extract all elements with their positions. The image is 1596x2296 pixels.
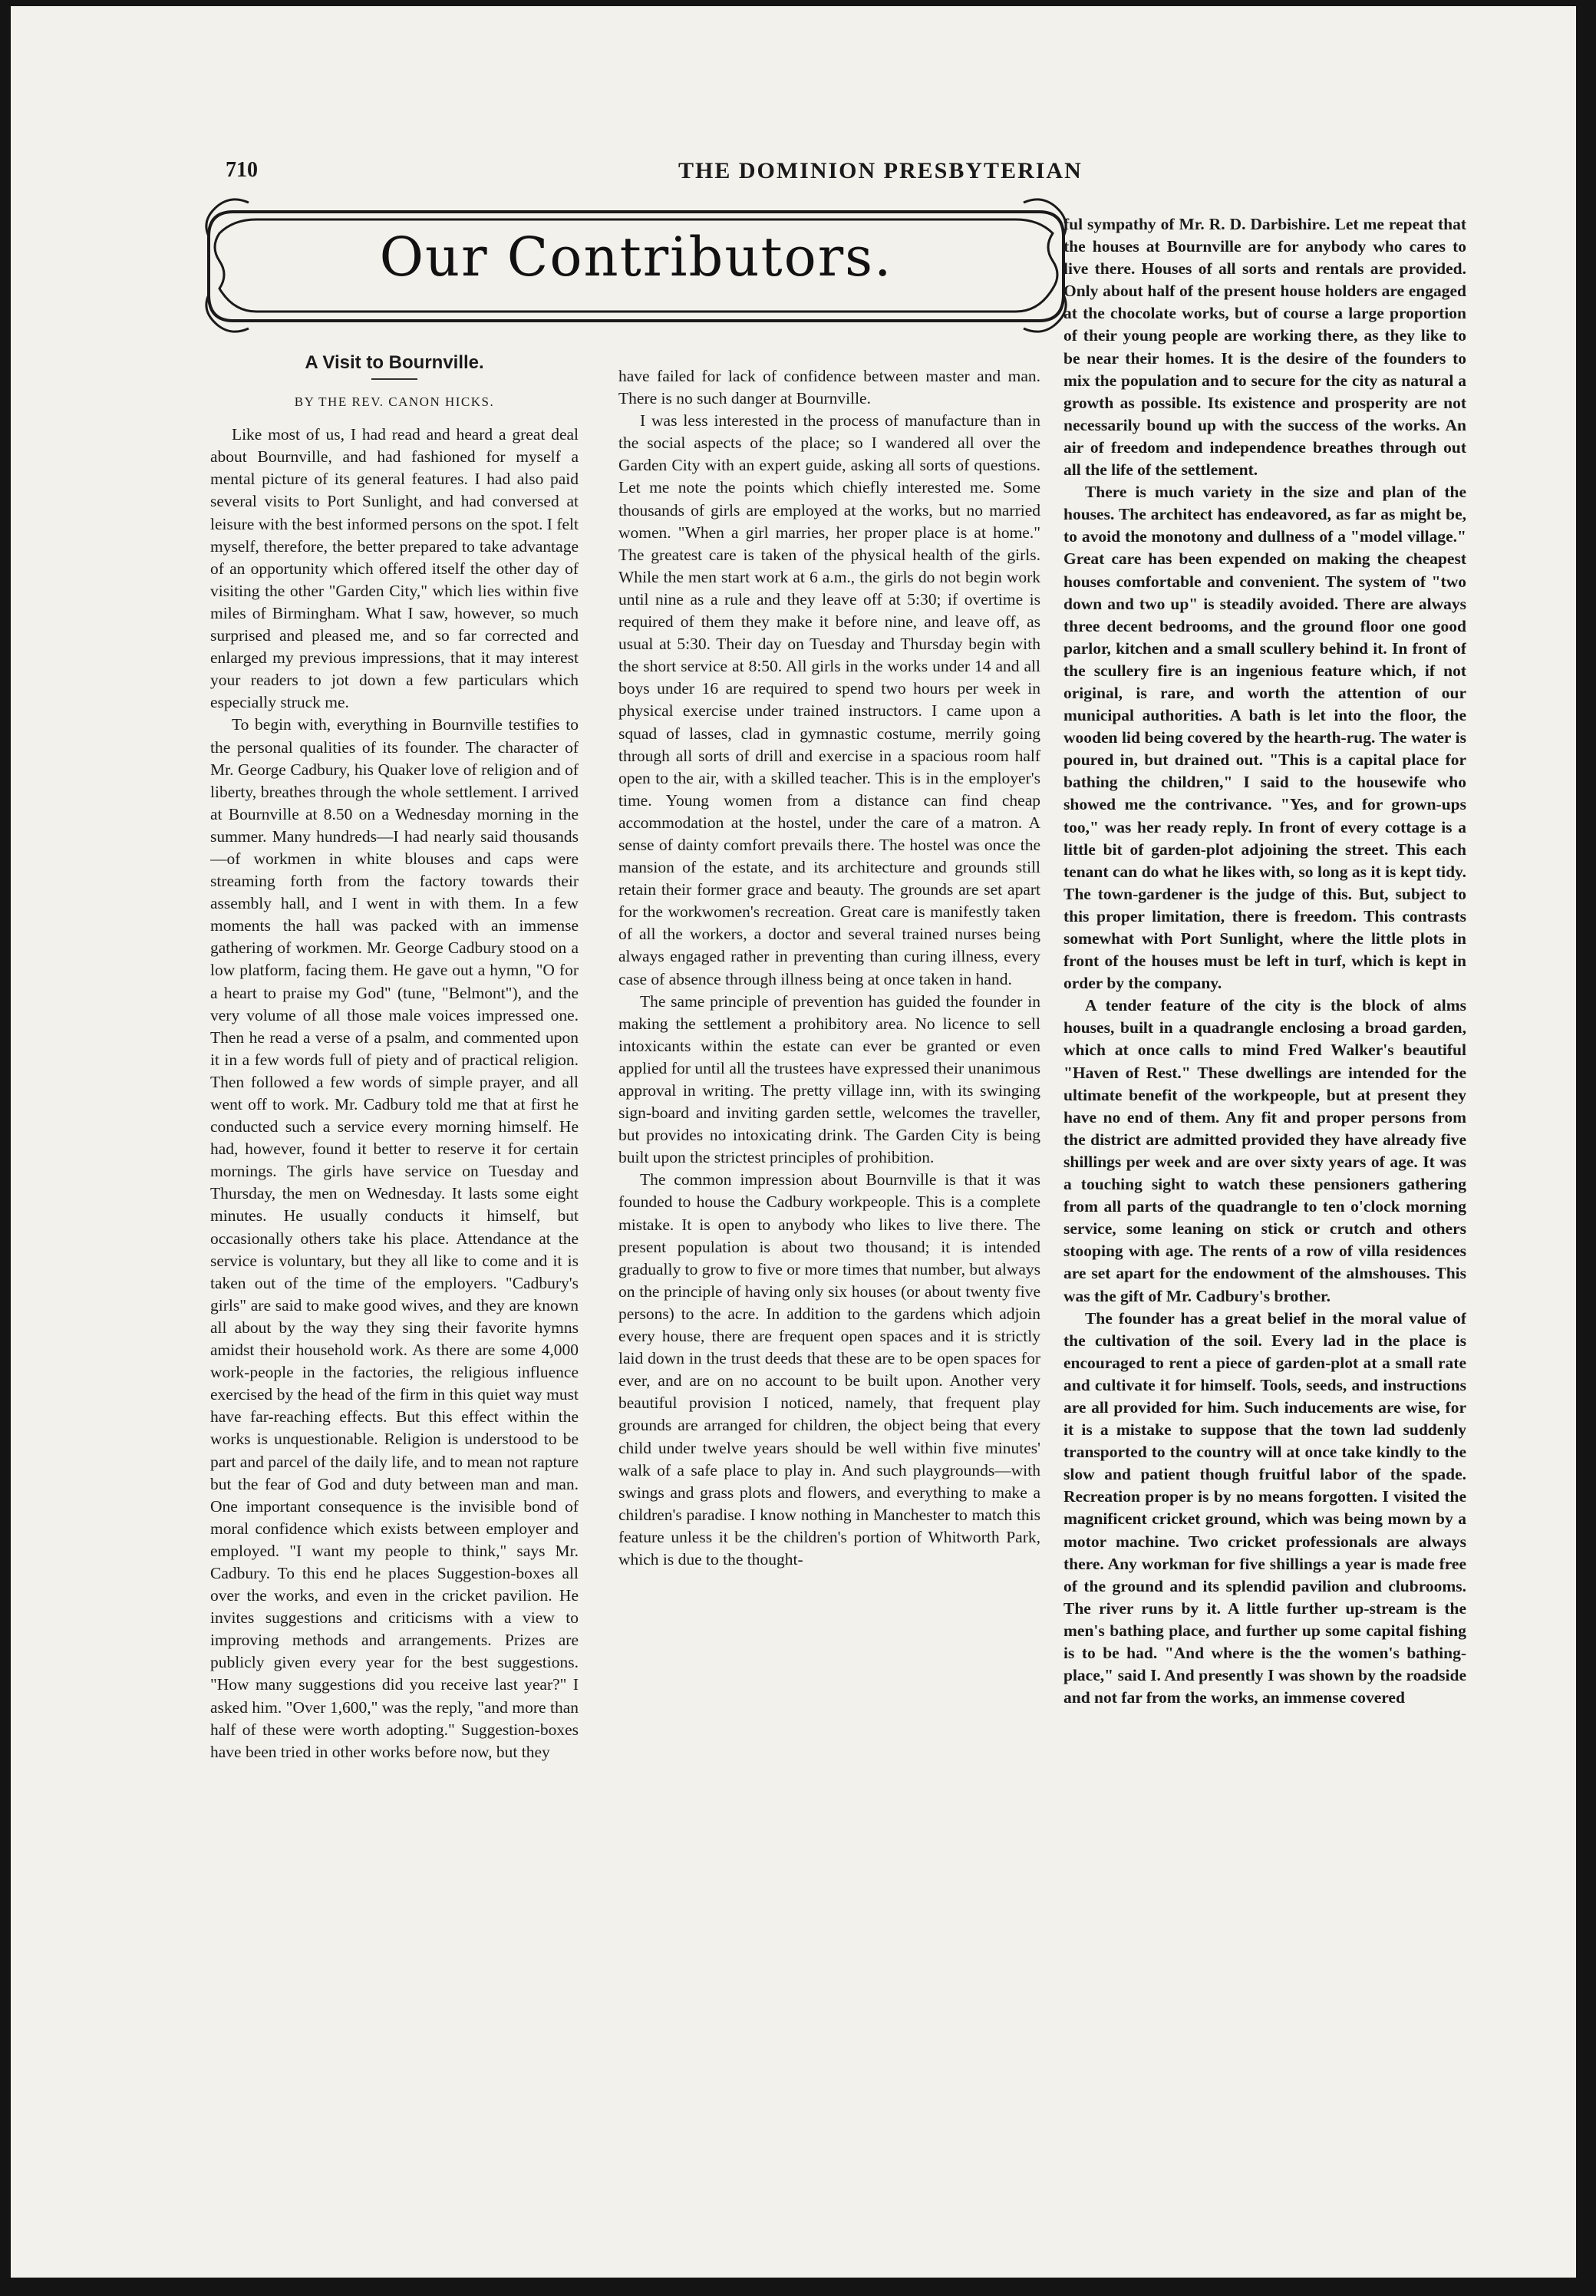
running-header: [11, 158, 1576, 189]
paragraph: The common impression about Bournville is that it was founded to house the Cadbury workpeople. This is a complete mistake. It is open to anybody who likes to live there. The present population is about two thousand; it is intended gradually to grow to five or more times that number, but always on the principle of having only six houses (or about twenty five persons) to the acre. In addition to the gardens which adjoin every house, there are frequent open spaces and it is strictly laid down in the trust deeds that these are to be open spaces for ever, and are on no account to be built upon. Another very beautiful provision I noticed, namely, that frequent play grounds are arranged for children, the object being that every child under twelve years should be well within five minutes' walk of a safe place to play in. And such playgrounds—with swings and grass plots and flowers, and everything to make a children's paradise. I know nothing in Manchester to match this feature unless it be the children's portion of Whitworth Park, which is due to the thought-: [618, 1170, 1040, 1569]
section-banner: [203, 189, 1070, 342]
article-title: A Visit to Bournville.: [305, 352, 484, 373]
column-3: [1063, 213, 1466, 2101]
title-rule: [371, 378, 417, 380]
paragraph: A tender feature of the city is the block of alms houses, built in a quadrangle enclosing a broad garden, which at once calls to mind Fred Walker's beautiful "Haven of Rest." These dwellings are intended for the ultimate benefit of the workpeople, but at present they have no end of them. Any fit and proper persons from the district are admitted provided they have already five shillings per week and are over sixty years of age. It was a touching sight to watch these pensioners gathering from all parts of the quadrangle to ten o'clock morning service, some leaning on stick or crutch and others stooping with age. The rents of a row of villa residences are set apart for the endowment of the almshouses. This was the gift of Mr. Cadbury's brother.: [1063, 996, 1466, 1305]
paragraph: Like most of us, I had read and heard a great deal about Bournville, and had fashioned for myself a mental picture of its general features. I had also paid several visits to Port Sunlight, and had conversed at leisure with the best informed persons on the spot. I felt myself, therefore, the better prepared to take advantage of an opportunity which offered itself the other day of visiting the other "Garden City," which lies within five miles of Birmingham. What I saw, however, so much surprised and pleased me, and so far corrected and enlarged my previous impressions, that it may interest your readers to jot down a few particulars which especially struck me.: [210, 425, 579, 712]
newspaper-page: [11, 6, 1576, 2278]
paragraph: To begin with, everything in Bournville testifies to the personal qualities of its founder. The character of Mr. George Cadbury, his Quaker love of religion and of liberty, breathes through the whole settlement. I arrived at Bournville at 8.50 on a Wednesday morning in the summer. Many hundreds—I had nearly said thousands—of workmen in white blouses and caps were streaming forth from the factory towards their assembly hall, and I went in with them. In a few moments the hall was packed with an immense gathering of workmen. Mr. George Cadbury stood on a low platform, facing them. He gave out a hymn, "O for a heart to praise my God" (tune, "Belmont"), and the very volume of all those male voices impressed one. Then he read a verse of a psalm, and commented upon it in a few words full of piety and of practical religion. Then followed a few words of simple prayer, and all went off to work. Mr. Cadbury told me that at first he conducted such a service every morning himself. He had, however, found it better to reserve it for certain mornings. The girls have service on Tuesday and Thursday, the men on Wednesday. It lasts some eight minutes. He usually conducts it himself, but occasionally others take his place. Attendance at the service is voluntary, but they all like to come and it is taken out of the time of the employers. "Cadbury's girls" are said to make good wives, and they are known all about by the way they sing their favorite hymns amidst their household work. As there are some 4,000 work-people in the factories, the religious influence exercised by the head of the firm in this quiet way must have far-reaching effects. But this effect within the works is unquestionable. Religion is understood to be part and parcel of the daily life, and to mean not rapture but the fear of God and duty between man and man. One important consequence is the invisible bond of moral confidence which exists between employer and employed. "I want my people to think," says Mr. Cadbury. To this end he places Suggestion-boxes all over the works, and even in the cricket pavilion. He invites suggestions and criticisms with a view to improving methods and arrangements. Prizes are publicly given every year for the best suggestions. "How many suggestions did you receive last year?" I asked him. "Over 1,600," was the reply, "and more than half of these were worth adopting." Suggestion-boxes have been tried in other works before now, but they: [210, 715, 579, 1761]
paragraph: There is much variety in the size and plan of the houses. The architect has endeavored, as far as might be, to avoid the monotony and dullness of a "model village." Great care has been expended on making the cheapest houses comfortable and convenient. The system of "two down and two up" is steadily avoided. There are always three decent bedrooms, and the ground floor one good parlor, kitchen and a small scullery behind it. In front of the scullery fire is an ingenious feature which, if not original, is rare, and worth the attention of our municipal authorities. A bath is let into the floor, the wooden lid being covered by the hearth-rug. The water is poured in, but drained out. "This is a capital place for bathing the children," I said to the housewife who showed me the contrivance. "Yes, and for grown-ups too," was her ready reply. In front of every cottage is a little bit of garden-plot adjoining the street. This each tenant can do what he likes with, so long as it is kept tidy. The town-gardener is the judge of this. But, subject to this proper limitation, there is freedom. This contrasts somewhat with Port Sunlight, where the little plots in front of the houses must be left in turf, which is kept in order by the company.: [1063, 483, 1466, 993]
paragraph: I was less interested in the process of manufacture than in the social aspects of the place; so I wandered all over the Garden City with an expert guide, asking all sorts of questions. Let me note the points which chiefly interested me. Some thousands of girls are employed at the works, but no married women. "When a girl marries, her proper place is at home." The greatest care is taken of the physical health of the girls. While the men start work at 6 a.m., the girls do not begin work until nine as a rule and they leave off at 5:30; if overtime is required of them they make it before nine, and leave off, as usual at 5:30. Their day on Tuesday and Thursday begin with the short service at 8:50. All girls in the works under 14 and all boys under 16 are required to spend two hours per week in physical exercise under trained instructors. I came upon a squad of lasses, clad in gymnastic costume, merrily going through all sorts of drill and exercise in a spacious room half open to the air, with a skilled teacher. This is in the employer's time. Young women from a distance can find cheap accommodation at the hostel, under the care of a matron. A sense of dainty comfort prevails there. The hostel was once the mansion of the estate, and its architecture and grounds still retain their former grace and beauty. The grounds are set apart for the workwomen's recreation. Great care is manifestly taken of all the workers, a doctor and several trained nurses being always engaged rather in preventing than curing illness, every case of absence through illness being at once taken in hand.: [618, 411, 1040, 988]
column-1: [210, 351, 579, 2101]
paragraph: ful sympathy of Mr. R. D. Darbishire. Let me repeat that the houses at Bournville are for anybody who cares to live there. Houses of all sorts and rentals are provided. Only about half of the present house holders are engaged at the chocolate works, but of course a large proportion of their young people are working there, as they like to be near their homes. It is the desire of the founders to mix the population and to secure for the city as natural a growth as possible. Its existence and prosperity are not necessarily bound up with the success of the works. An air of freedom and independence breathes through out all the life of the settlement.: [1063, 215, 1466, 480]
column-2: [618, 365, 1040, 2100]
paragraph: have failed for lack of confidence between master and man. There is no such danger at Bournville.: [618, 367, 1040, 408]
paragraph: The founder has a great belief in the moral value of the cultivation of the soil. Every lad in the place is encouraged to rent a piece of garden-plot at a small rate and cultivate it for himself. Tools, seeds, and instructions are all provided for him. Such inducements are wise, for it is a mistake to suppose that the town lad suddenly transported to the country will at once take kindly to the slow and patient though fruitful labor of the spade. Recreation proper is by no means forgotten. I visited the magnificent cricket ground, which was being mown by a motor machine. Two cricket professionals are always there. Any workman for five shillings a year is made free of the ground and its splendid pavilion and clubrooms. The river runs by it. A little further up-stream is the men's bathing place, and further up some capital fishing is to be had. "And where is the the women's bathing-place," said I. And presently I was shown by the roadside and not far from the works, an immense covered: [1063, 1308, 1466, 1707]
section-title: Our Contributors.: [379, 226, 893, 289]
journal-title: THE DOMINION PRESBYTERIAN: [678, 158, 1083, 183]
page-number: 710: [226, 158, 258, 182]
paragraph: The same principle of prevention has guided the founder in making the settlement a prohibitory area. No licence to sell intoxicants within the estate can ever be granted or even applied for until all the trustees have expressed their unanimous approval in writing. The pretty village inn, with its swinging sign-board and inviting garden settle, welcomes the traveller, but provides no intoxicating drink. The Garden City is being built upon the strictest principles of prohibition.: [618, 991, 1040, 1167]
article-byline: BY THE REV. CANON HICKS.: [294, 394, 495, 410]
